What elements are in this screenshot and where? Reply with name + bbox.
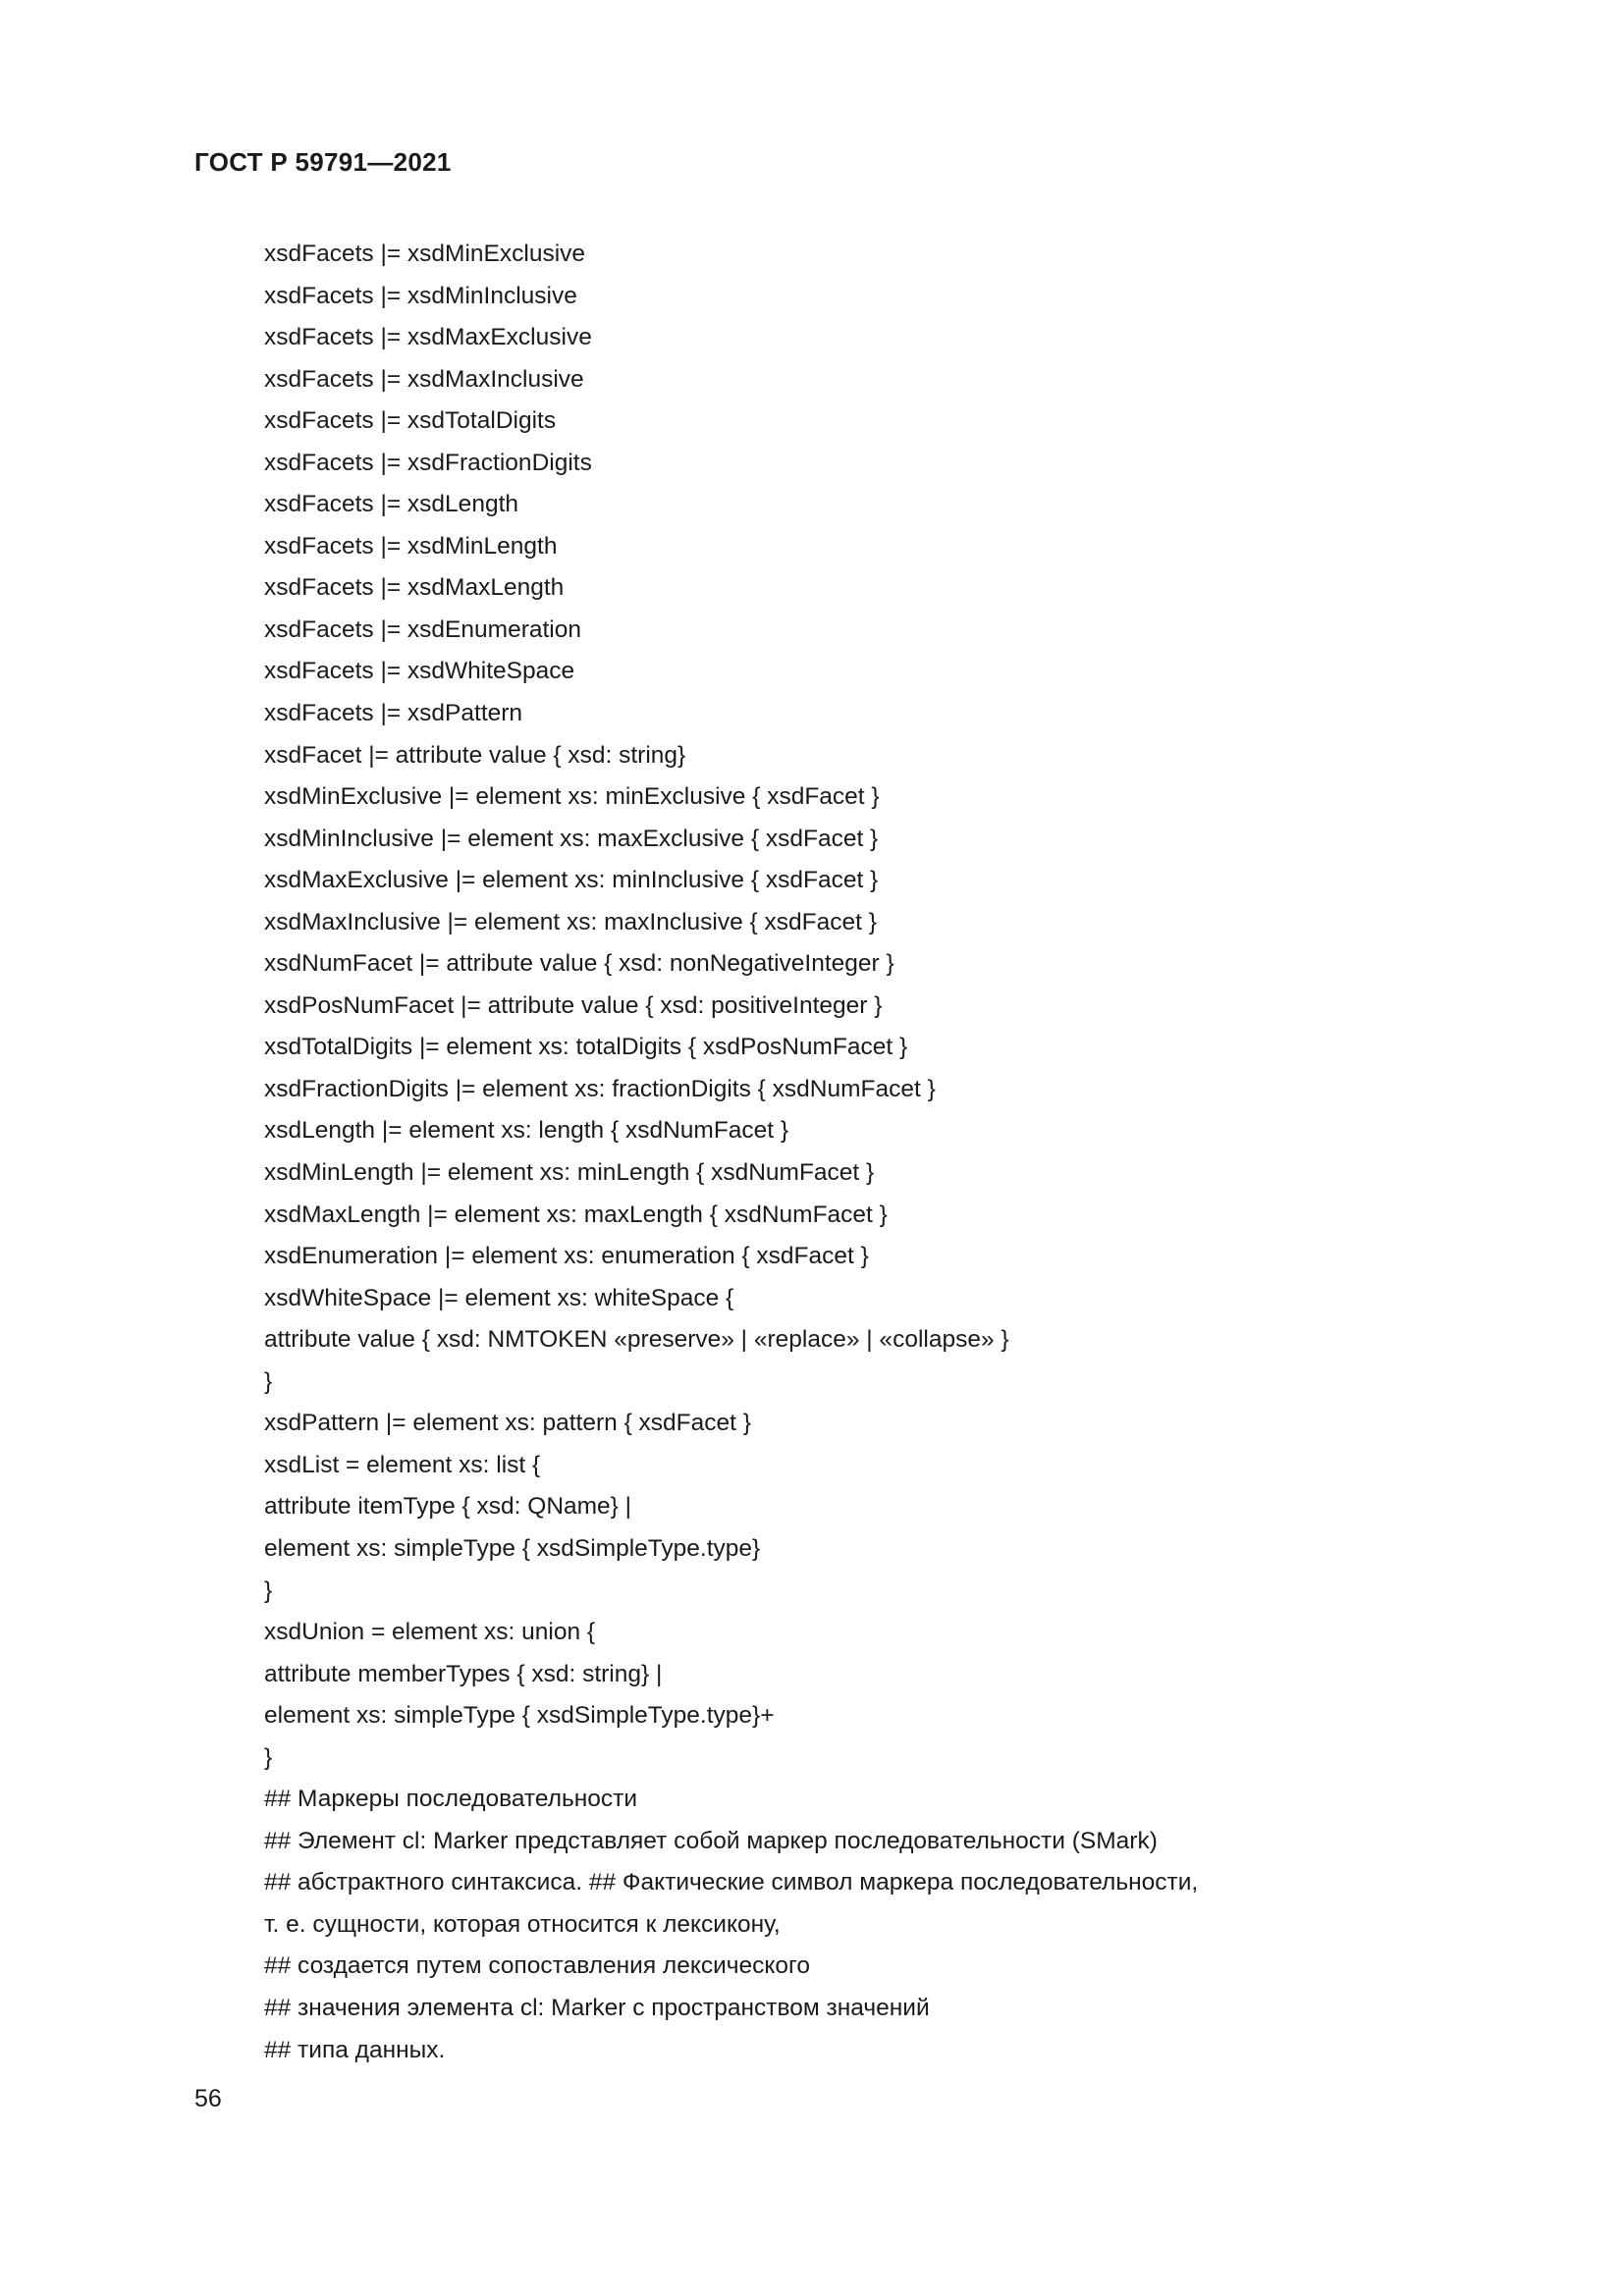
- code-line: xsdList = element xs: list {: [264, 1451, 541, 1478]
- code-line: xsdFacets |= xsdPattern: [264, 700, 523, 727]
- code-line: xsdFacets |= xsdFractionDigits: [264, 449, 592, 476]
- code-line: xsdWhiteSpace |= element xs: whiteSpace {: [264, 1284, 734, 1311]
- comment-line: т. е. сущности, которая относится к лексикону,: [264, 1910, 781, 1938]
- code-line: xsdTotalDigits |= element xs: totalDigits { xsdPosNumFacet }: [264, 1034, 908, 1061]
- code-line: xsdFacets |= xsdTotalDigits: [264, 407, 557, 435]
- code-line: element xs: simpleType { xsdSimpleType.type}: [264, 1534, 761, 1562]
- code-line: xsdFacets |= xsdMinInclusive: [264, 282, 577, 309]
- page-number: 56: [194, 2085, 222, 2112]
- code-line: xsdMinInclusive |= element xs: maxExclusive { xsdFacet }: [264, 825, 879, 852]
- code-line: xsdFacets |= xsdMaxInclusive: [264, 365, 584, 393]
- code-line: xsdEnumeration |= element xs: enumeration { xsdFacet }: [264, 1243, 869, 1270]
- comment-line: ## значения элемента cl: Marker с пространством значений: [264, 1994, 930, 2021]
- code-line: xsdPosNumFacet |= attribute value { xsd: positiveInteger }: [264, 991, 883, 1019]
- code-line: xsdFacets |= xsdMinLength: [264, 532, 558, 560]
- comment-line: ## Элемент cl: Marker представляет собой маркер последовательности (SMark): [264, 1827, 1158, 1854]
- code-line: xsdFacets |= xsdMinExclusive: [264, 240, 586, 267]
- code-line: xsdFacets |= xsdEnumeration: [264, 615, 581, 643]
- code-line: xsdMinExclusive |= element xs: minExclusive { xsdFacet }: [264, 783, 880, 811]
- code-line: xsdMinLength |= element xs: minLength { xsdNumFacet }: [264, 1159, 875, 1187]
- code-line: attribute memberTypes { xsd: string} |: [264, 1660, 663, 1687]
- comment-line: ## Маркеры последовательности: [264, 1786, 638, 1813]
- code-line: xsdMaxLength |= element xs: maxLength { xsdNumFacet }: [264, 1201, 888, 1228]
- code-line: xsdFacets |= xsdWhiteSpace: [264, 658, 575, 685]
- code-line: }: [264, 1367, 273, 1395]
- code-line: xsdNumFacet |= attribute value { xsd: nonNegativeInteger }: [264, 950, 894, 978]
- code-line: xsdLength |= element xs: length { xsdNumFacet }: [264, 1117, 789, 1145]
- code-line: xsdFractionDigits |= element xs: fractionDigits { xsdNumFacet }: [264, 1075, 936, 1102]
- code-line: xsdUnion = element xs: union {: [264, 1619, 596, 1646]
- code-line: attribute value { xsd: NMTOKEN «preserve» | «replace» | «collapse» }: [264, 1326, 1009, 1354]
- code-line: xsdFacet |= attribute value { xsd: string}: [264, 741, 686, 769]
- code-line: element xs: simpleType { xsdSimpleType.type}+: [264, 1702, 775, 1730]
- schema-code-block: [264, 234, 1491, 2071]
- code-line: xsdPattern |= element xs: pattern { xsdFacet }: [264, 1410, 751, 1437]
- code-line: xsdFacets |= xsdMaxLength: [264, 574, 565, 602]
- comment-line: ## типа данных.: [264, 2036, 446, 2063]
- comment-line: ## абстрактного синтаксиса. ## Фактические символ маркера последовательности,: [264, 1869, 1199, 1896]
- code-line: xsdFacets |= xsdMaxExclusive: [264, 324, 592, 351]
- code-line: }: [264, 1743, 273, 1771]
- code-line: xsdFacets |= xsdLength: [264, 491, 518, 518]
- code-line: xsdMaxInclusive |= element xs: maxInclusive { xsdFacet }: [264, 908, 877, 935]
- code-line: xsdMaxExclusive |= element xs: minInclusive { xsdFacet }: [264, 867, 879, 894]
- page-header-standard-id: ГОСТ Р 59791—2021: [194, 147, 452, 177]
- comment-line: ## создается путем сопоставления лексического: [264, 1952, 811, 1980]
- code-line: attribute itemType { xsd: QName} |: [264, 1493, 632, 1521]
- code-line: }: [264, 1576, 273, 1604]
